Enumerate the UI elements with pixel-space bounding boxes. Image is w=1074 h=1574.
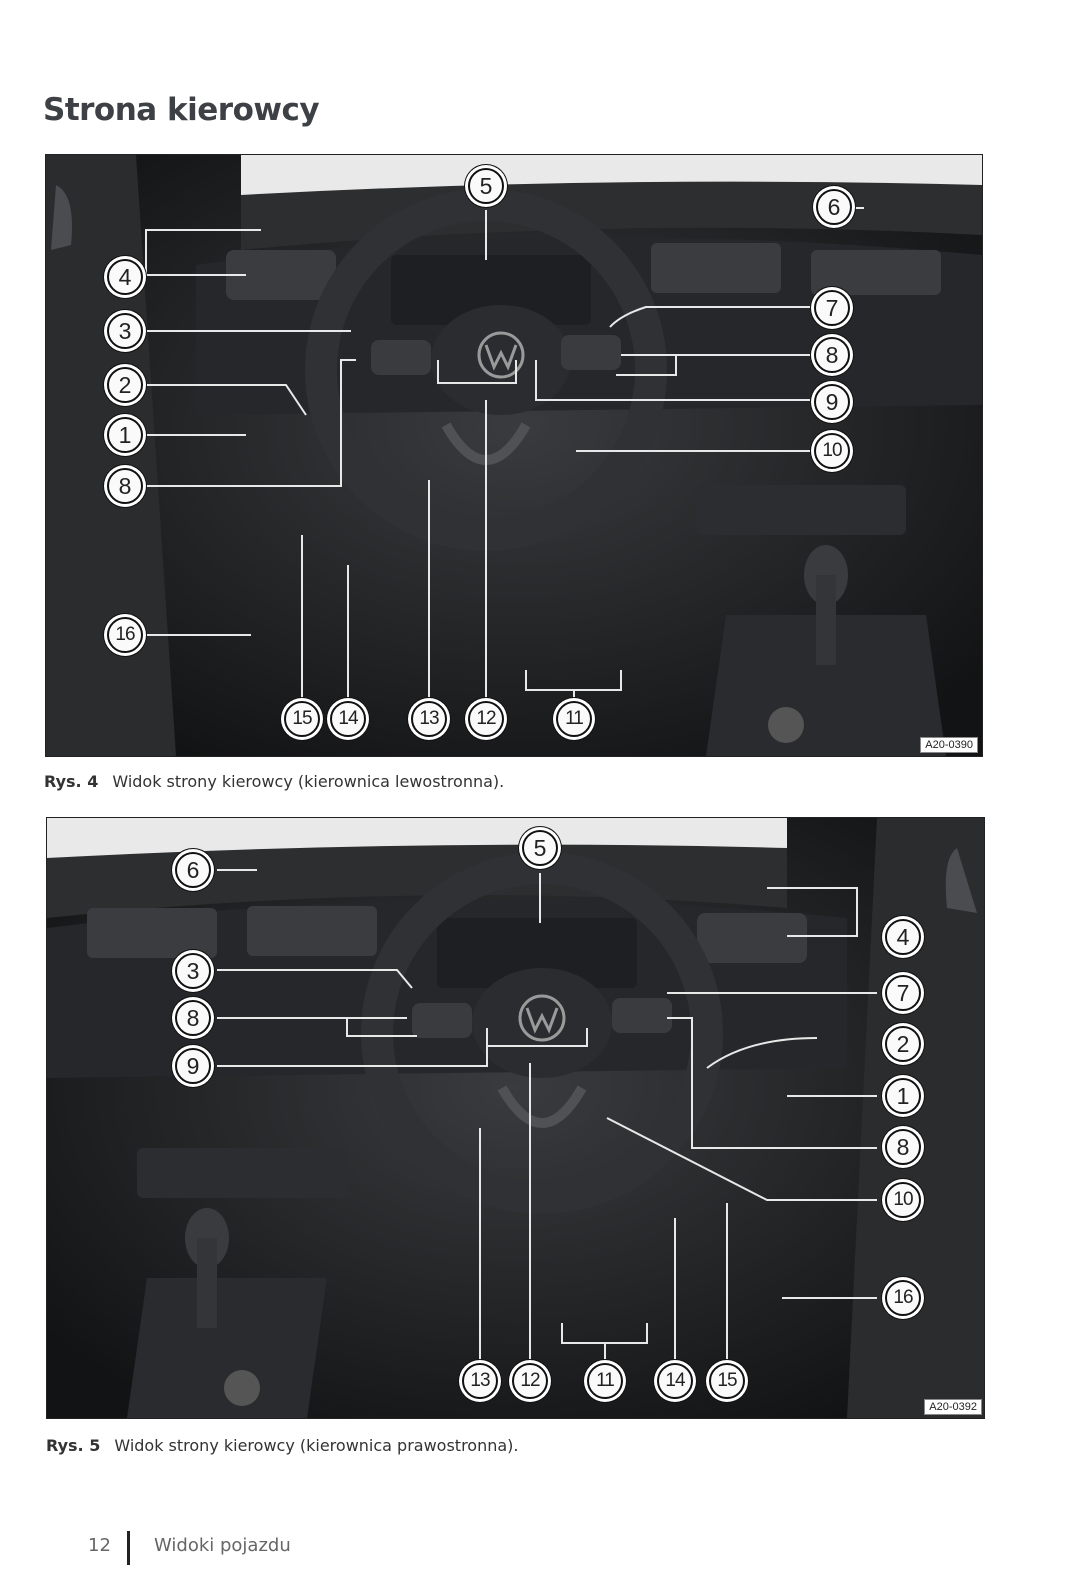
callout-14: 14 <box>330 701 366 737</box>
callout-3: 3 <box>107 313 143 349</box>
callout-15: 15 <box>709 1363 745 1399</box>
callout-2: 2 <box>885 1026 921 1062</box>
figure-right-hand-drive <box>46 817 985 1419</box>
callout-2: 2 <box>107 367 143 403</box>
callout-7: 7 <box>885 975 921 1011</box>
callout-16: 16 <box>107 617 143 653</box>
callout-14: 14 <box>657 1363 693 1399</box>
footer-divider <box>127 1531 130 1565</box>
callout-5: 5 <box>468 168 504 204</box>
callout-6: 6 <box>816 189 852 225</box>
callout-16: 16 <box>885 1280 921 1316</box>
footer-section: Widoki pojazdu <box>154 1535 291 1556</box>
page-number: 12 <box>88 1535 111 1556</box>
callout-15: 15 <box>284 701 320 737</box>
callout-10: 10 <box>885 1182 921 1218</box>
callout-13: 13 <box>462 1363 498 1399</box>
callout-9: 9 <box>814 384 850 420</box>
callout-1: 1 <box>107 417 143 453</box>
callout-8: 8 <box>107 468 143 504</box>
callout-12: 12 <box>468 701 504 737</box>
callout-13: 13 <box>411 701 447 737</box>
figure-label: Rys. 4 <box>44 772 99 791</box>
figure-caption <box>46 1436 519 1455</box>
callout-12: 12 <box>512 1363 548 1399</box>
callout-4: 4 <box>885 919 921 955</box>
callout-5: 5 <box>522 830 558 866</box>
figure-label: Rys. 5 <box>46 1436 101 1455</box>
callout-1: 1 <box>885 1078 921 1114</box>
figure-code: A20-0390 <box>920 737 978 753</box>
callout-3: 3 <box>175 953 211 989</box>
page-title: Strona kierowcy <box>43 92 320 128</box>
figure-caption <box>44 772 504 791</box>
callout-10: 10 <box>814 433 850 469</box>
callout-8: 8 <box>175 1000 211 1036</box>
callout-11: 11 <box>556 701 592 737</box>
callout-6: 6 <box>175 852 211 888</box>
callout-11: 11 <box>587 1363 623 1399</box>
callout-8: 8 <box>885 1129 921 1165</box>
callout-4: 4 <box>107 259 143 295</box>
dashboard-photo-rhd <box>47 818 984 1418</box>
figure-code: A20-0392 <box>924 1399 982 1415</box>
caption-text: Widok strony kierowcy (kierownica prawostronna). <box>114 1436 519 1455</box>
figure-left-hand-drive <box>45 154 983 757</box>
caption-text: Widok strony kierowcy (kierownica lewostronna). <box>112 772 505 791</box>
callout-8: 8 <box>814 337 850 373</box>
callout-9: 9 <box>175 1048 211 1084</box>
callout-7: 7 <box>814 290 850 326</box>
